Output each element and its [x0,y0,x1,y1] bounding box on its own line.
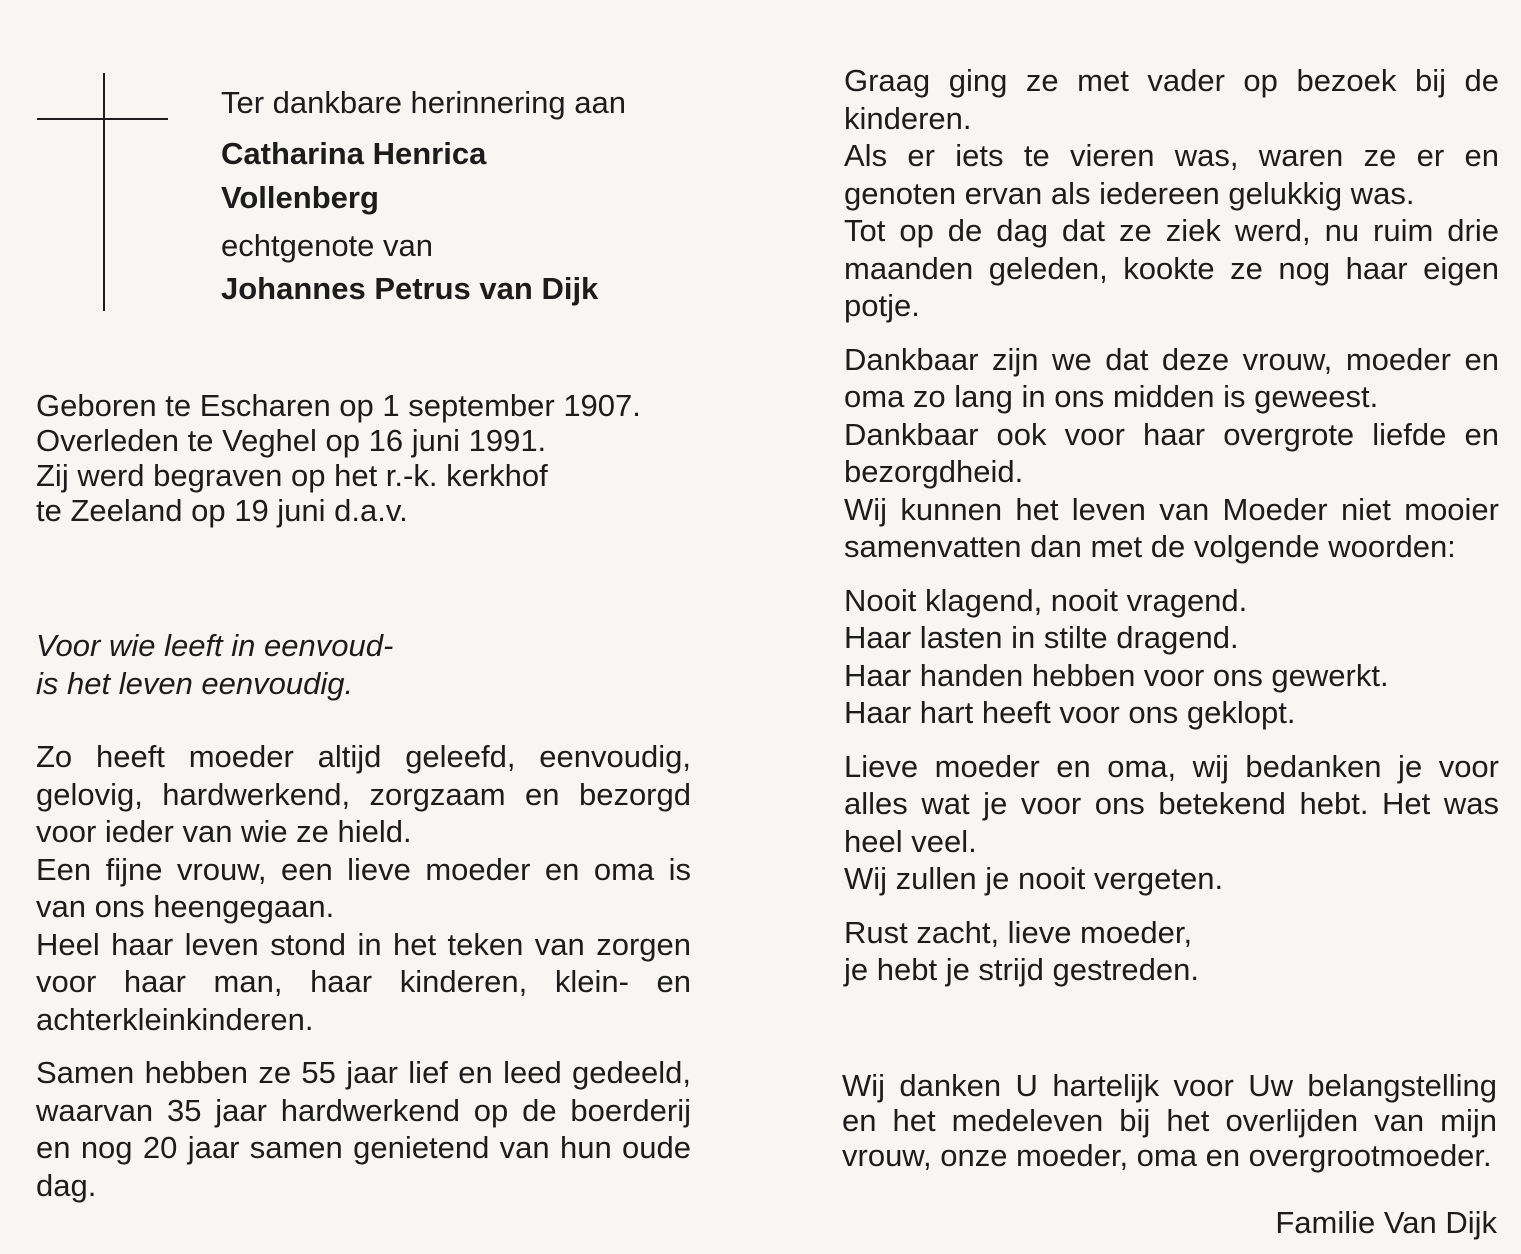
paragraph-never-forget: Wij zullen je nooit vergeten. [844,861,1224,896]
paragraph-illness: Tot op de dag dat ze ziek werd, nu ruim drie maanden geleden, kookte ze nog haar eigen potje. [844,213,1499,323]
burial-place-line: te Zeeland op 19 juni d.a.v. [36,493,408,528]
death-line: Overleden te Veghel op 16 juni 1991. [36,423,547,458]
paragraph-summary: Wij kunnen het leven van Moeder niet mooier samenvatten dan met de volgende woorden: [844,491,1499,564]
relation-text: echtgenote van [221,228,434,263]
left-text-block [36,738,691,1204]
family-signature: Familie Van Dijk [1275,1205,1497,1240]
poem-line3: Haar handen hebben voor ons gewerkt. [844,657,1389,693]
paragraph-lifestyle: Zo heeft moeder altijd geleefd, eenvoudig, gelovig, hardwerkend, zorgzaam en bezorgd voor ieder van wie ze hield. [36,739,691,849]
paragraph-celebrations: Als er iets te vieren was, waren ze er en genoten ervan als iedereen gelukkig was. [844,138,1499,211]
cross-icon-horizontal [37,118,168,120]
card-header [221,80,626,312]
paragraph-care: Heel haar leven stond in het teken van zorgen voor haar man, haar kinderen, klein- en achterkleinkinderen. [36,926,691,1037]
paragraph-thanks-family: Lieve moeder en oma, wij bedanken je voor alles wat je voor ons betekend hebt. Het was heel veel. [844,748,1499,859]
quote-line2: is het leven eenvoudig. [36,665,354,701]
birth-line: Geboren te Escharen op 1 september 1907. [36,388,641,423]
paragraph-gratitude: Dankbaar zijn we dat deze vrouw, moeder en oma zo lang in ons midden is geweest. [844,341,1499,414]
intro-text: Ter dankbare herinnering aan [221,85,626,120]
quote-line1: Voor wie leeft in eenvoud- [36,628,394,663]
rest-line2: je hebt je strijd gestreden. [844,952,1199,987]
poem-line2: Haar lasten in stilte dragend. [844,620,1239,655]
cross-icon-vertical [103,73,105,311]
paragraph-passing: Een fijne vrouw, een lieve moeder en oma is van ons heengegaan. [36,851,691,924]
right-text-block [844,62,1499,989]
paragraph-love: Dankbaar ook voor haar overgrote liefde en bezorgdheid. [844,416,1499,489]
spouse-name: Johannes Petrus van Dijk [221,271,599,306]
acknowledgement-text: Wij danken U hartelijk voor Uw belangstelling en het medeleven bij het overlijden van mijn vrouw, onze moeder, oma en overgrootmoeder. [842,1068,1497,1173]
poem-line1: Nooit klagend, nooit vragend. [844,582,1248,618]
poem-line4: Haar hart heeft voor ons geklopt. [844,695,1296,730]
deceased-name-line1: Catharina Henrica [221,136,487,171]
burial-line: Zij werd begraven op het r.-k. kerkhof [36,458,548,493]
dates-block [36,388,691,528]
paragraph-visits: Graag ging ze met vader op bezoek bij de kinderen. [844,63,1499,136]
deceased-name-line2: Vollenberg [221,180,379,215]
quote-block [36,627,691,702]
paragraph-marriage: Samen hebben ze 55 jaar lief en leed gedeeld, waarvan 35 jaar hardwerkend op de boerderij en nog 20 jaar samen genietend van hun oude dag. [36,1055,691,1203]
rest-line1: Rust zacht, lieve moeder, [844,914,1193,950]
